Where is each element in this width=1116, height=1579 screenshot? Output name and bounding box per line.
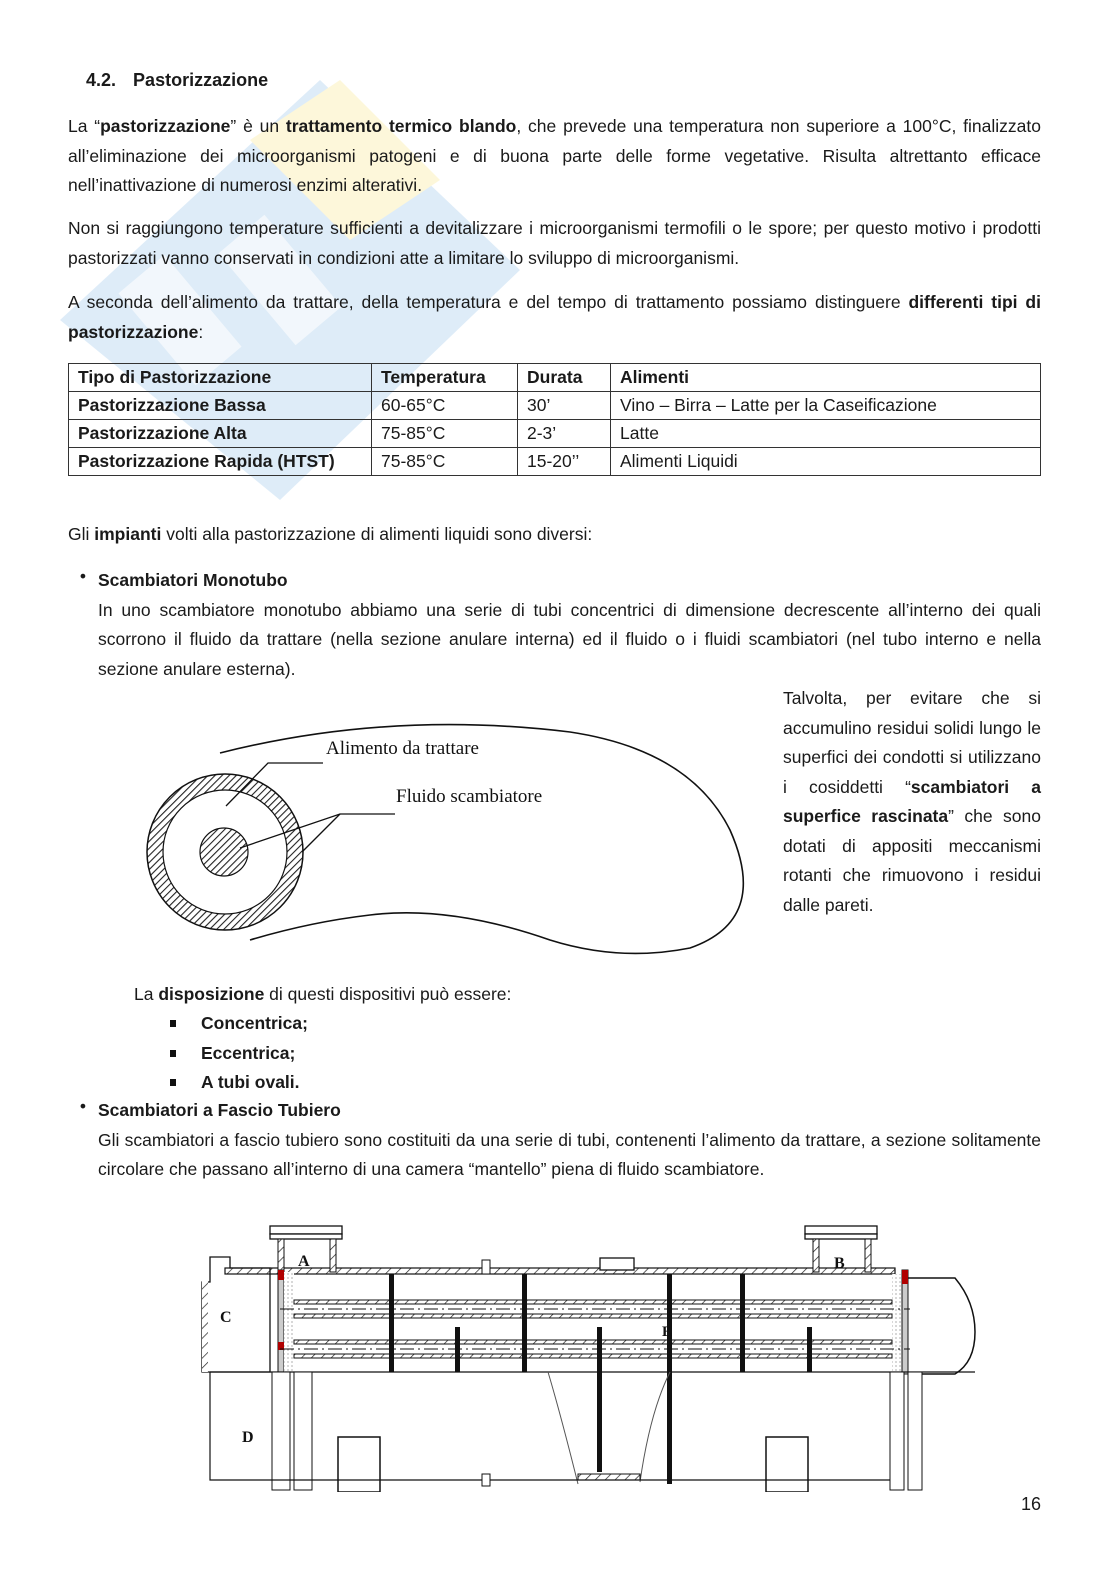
square-bullet-icon — [170, 1020, 176, 1027]
cell-type: Pastorizzazione Bassa — [69, 392, 372, 420]
cell-duration: 30’ — [518, 392, 611, 420]
section-title: Pastorizzazione — [133, 70, 269, 90]
text: La “ — [68, 116, 101, 136]
bold-term: pastorizzazione — [100, 116, 231, 136]
paragraph-limits: Non si raggiungono temperature sufficienti a devitalizzare i microorganismi termofili o le spore; per questo motivo i prodotti pastorizzati vanno conservati in condizioni atte a limitare lo sviluppo di microorganismi. — [68, 218, 1041, 268]
section-heading — [86, 70, 268, 91]
bold-term: differenti tipi di pastorizzazione — [68, 292, 1041, 342]
column-header: Temperatura — [372, 364, 518, 392]
text: La — [134, 984, 159, 1004]
paragraph-plants-intro — [68, 520, 1041, 550]
shell-and-tube-diagram — [130, 1212, 1020, 1492]
bullet-title: Scambiatori a Fascio Tubiero — [98, 1100, 341, 1120]
disposition-list — [168, 1009, 308, 1098]
text: ” è un — [230, 116, 286, 136]
column-header: Alimenti — [611, 364, 1041, 392]
cell-duration: 15-20’’ — [518, 448, 611, 476]
pasteurization-types-table — [68, 363, 1041, 476]
list-item-text: A tubi ovali. — [201, 1072, 300, 1092]
list-item — [168, 1009, 308, 1039]
list-item-text: Eccentrica; — [201, 1042, 296, 1063]
text: : — [198, 321, 204, 342]
label-food: Alimento da trattare — [326, 738, 479, 759]
column-header: Tipo di Pastorizzazione — [69, 364, 372, 392]
list-item — [168, 1068, 308, 1098]
cell-type: Pastorizzazione Rapida (HTST) — [69, 448, 372, 476]
bold-term: trattamento termico blando — [285, 116, 517, 136]
table-row — [69, 420, 1041, 448]
bullet-icon: • — [79, 566, 87, 586]
table-row — [69, 392, 1041, 420]
label-a: A — [298, 1253, 310, 1270]
section-number: 4.2. — [86, 70, 117, 90]
text: di questi dispositivi può essere: — [264, 984, 512, 1004]
monotube-figure — [130, 690, 780, 980]
label-b: B — [834, 1255, 845, 1272]
column-header: Durata — [518, 364, 611, 392]
label-exchange-fluid: Fluido scambiatore — [396, 786, 543, 807]
square-bullet-icon — [170, 1050, 176, 1057]
bold-term: disposizione — [158, 984, 265, 1004]
text: A seconda dell’alimento da trattare, della temperatura e del tempo di trattamento possiamo distinguere — [68, 292, 909, 312]
square-bullet-icon — [170, 1079, 176, 1086]
bold-term: scambiatori a superfice rascinata — [783, 776, 1041, 826]
bullet-fascio-tubiero — [79, 1096, 1041, 1185]
text: ” che sono dotati di appositi meccanismi rotanti che rimuovono i residui dalle pareti. — [783, 806, 1041, 915]
text: , che prevede una temperatura non superiore a 100°C, finalizzato all’eliminazione dei microorganismi patogeni e di buona parte delle forme vegetative. Risulta altrettanto efficace nell’inattivazione di numerosi enzimi alterativi. — [68, 116, 1041, 195]
table-header-row — [69, 364, 1041, 392]
cell-temperature: 60-65°C — [372, 392, 518, 420]
bullet-body: In uno scambiatore monotubo abbiamo una serie di tubi concentrici di dimensione decrescente all’interno dei quali scorrono il fluido da trattare (nella sezione anulare interna) ed il fluido o i fluidi scambiatori (nel tubo interno e nella sezione anulare esterna). — [98, 599, 1041, 679]
cell-temperature: 75-85°C — [372, 420, 518, 448]
paragraph-definition — [68, 112, 1041, 201]
cell-foods: Alimenti Liquidi — [611, 448, 1041, 476]
bullet-body: Gli scambiatori a fascio tubiero sono costituiti da una serie di tubi, contenenti l’alimento da trattare, a sezione solitamente circolare che passano all’interno di una camera “mantello” piena di fluido scambiatore. — [98, 1129, 1041, 1179]
cell-foods: Vino – Birra – Latte per la Caseificazione — [611, 392, 1041, 420]
cell-foods: Latte — [611, 420, 1041, 448]
disposition-intro — [134, 980, 511, 1010]
bold-term: impianti — [94, 524, 162, 544]
label-e: E — [662, 1324, 673, 1340]
cell-duration: 2-3’ — [518, 420, 611, 448]
cell-temperature: 75-85°C — [372, 448, 518, 476]
list-item-text: Concentrica; — [201, 1013, 308, 1033]
text: volti alla pastorizzazione di alimenti liquidi sono diversi: — [161, 524, 593, 544]
monotube-diagram — [130, 690, 780, 980]
list-item — [168, 1039, 308, 1069]
text: Gli — [68, 524, 95, 544]
bullet-icon: • — [79, 1096, 87, 1116]
bullet-title: Scambiatori Monotubo — [98, 570, 288, 590]
label-d: D — [242, 1429, 254, 1446]
paragraph-types-intro — [68, 288, 1041, 347]
side-paragraph-scraped-surface — [783, 684, 1041, 920]
shell-tube-figure — [130, 1212, 1020, 1492]
text: Talvolta, per evitare che si accumulino residui solidi lungo le superfici dei condotti si utilizzano i cosiddetti “ — [783, 688, 1041, 797]
cell-type: Pastorizzazione Alta — [69, 420, 372, 448]
page-number: 16 — [1021, 1494, 1042, 1514]
label-c: C — [220, 1309, 232, 1326]
table-row — [69, 448, 1041, 476]
bullet-monotubo — [79, 566, 1041, 684]
